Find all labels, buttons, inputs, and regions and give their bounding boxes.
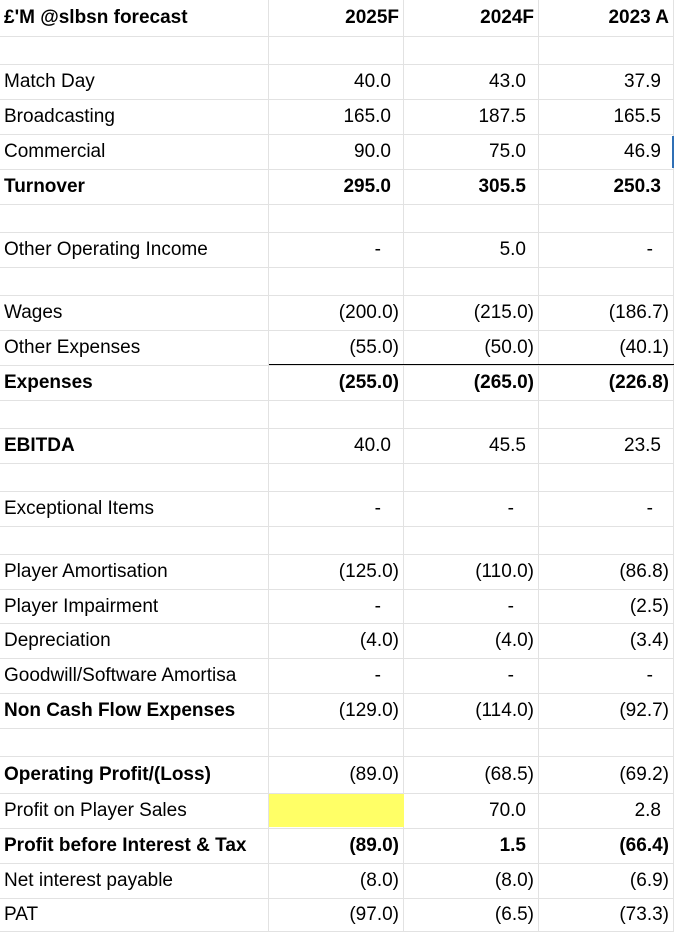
value-cell-2023a[interactable]: 165.5 — [613, 106, 661, 127]
row-label-cell[interactable]: Profit before Interest & Tax — [4, 835, 247, 856]
value-cell-2023a[interactable]: (73.3) — [619, 904, 669, 925]
value-cell-2023a[interactable] — [539, 268, 673, 295]
value-cell-2025f[interactable]: (97.0) — [349, 904, 399, 925]
row-label-cell[interactable]: Net interest payable — [4, 870, 173, 891]
table-row — [0, 624, 674, 659]
row-label-cell[interactable]: Turnover — [4, 176, 85, 197]
value-cell-2024f[interactable]: 5.0 — [499, 239, 526, 260]
row-label-cell[interactable]: Non Cash Flow Expenses — [4, 700, 236, 721]
value-cell-2023a[interactable]: 23.5 — [624, 435, 661, 456]
row-label-cell[interactable]: Commercial — [4, 141, 106, 162]
table-row — [0, 794, 674, 829]
row-label-cell[interactable]: PAT — [4, 904, 39, 925]
value-cell-2025f[interactable]: 165.0 — [343, 106, 391, 127]
value-cell-2025f[interactable] — [270, 37, 403, 64]
value-cell-2024f[interactable]: - — [507, 595, 514, 617]
value-cell-2024f[interactable]: (265.0) — [473, 372, 534, 393]
value-cell-2025f[interactable] — [270, 205, 403, 232]
value-cell-2025f[interactable]: - — [374, 595, 381, 617]
value-cell-2025f[interactable] — [270, 729, 403, 756]
row-label-cell[interactable]: Operating Profit/(Loss) — [4, 764, 211, 785]
row-label-cell[interactable]: Other Operating Income — [4, 239, 208, 260]
value-cell-2025f[interactable]: - — [374, 498, 381, 519]
table-row — [0, 268, 674, 296]
table-row — [0, 899, 674, 932]
table-row — [0, 205, 674, 233]
table-row — [0, 100, 674, 135]
value-cell-2024f[interactable]: 187.5 — [478, 106, 526, 127]
value-cell-2023a[interactable] — [539, 464, 673, 491]
value-cell-2023a[interactable] — [539, 401, 673, 428]
value-cell-2024f[interactable] — [404, 464, 538, 491]
header-year-cell[interactable]: 2023 A — [608, 7, 669, 28]
value-cell-2024f[interactable]: (50.0) — [484, 337, 534, 358]
value-cell-2025f[interactable]: (8.0) — [359, 870, 399, 891]
value-cell-2023a[interactable]: (86.8) — [619, 561, 669, 582]
value-cell-2024f[interactable]: (4.0) — [494, 630, 534, 651]
value-cell-2024f[interactable]: 75.0 — [489, 141, 526, 162]
value-cell-2023a[interactable]: 2.8 — [634, 800, 661, 821]
value-cell-2023a[interactable]: 250.3 — [613, 176, 661, 197]
value-cell-2023a[interactable]: (66.4) — [619, 835, 669, 856]
value-cell-2024f[interactable]: (68.5) — [484, 764, 534, 785]
value-cell-2025f[interactable] — [270, 401, 403, 428]
table-row — [0, 331, 674, 366]
value-cell-2023a[interactable]: (186.7) — [608, 302, 669, 323]
value-cell-2024f[interactable]: - — [507, 498, 514, 519]
value-cell-2025f[interactable]: 90.0 — [354, 141, 391, 162]
value-cell-2024f[interactable]: 305.5 — [478, 176, 526, 197]
row-label-cell[interactable] — [4, 401, 268, 428]
value-cell-2024f[interactable]: 70.0 — [489, 800, 526, 821]
header-row — [0, 0, 674, 37]
row-label-cell[interactable]: Profit on Player Sales — [4, 800, 187, 821]
value-cell-2023a[interactable] — [539, 37, 673, 64]
value-cell-2023a[interactable] — [539, 205, 673, 232]
table-row — [0, 464, 674, 492]
value-cell-2024f[interactable] — [404, 527, 538, 554]
value-cell-2023a[interactable]: - — [646, 239, 653, 260]
table-row — [0, 296, 674, 331]
value-cell-2024f[interactable]: (110.0) — [475, 561, 534, 582]
value-cell-2025f[interactable] — [270, 527, 403, 554]
value-cell-2025f[interactable]: - — [374, 665, 381, 686]
row-label-cell[interactable]: Exceptional Items — [4, 498, 154, 519]
row-label-cell[interactable]: EBITDA — [4, 435, 75, 456]
value-cell-2023a[interactable] — [539, 527, 673, 554]
value-cell-2024f[interactable]: - — [507, 665, 514, 686]
table-row — [0, 233, 674, 268]
table-row — [0, 864, 674, 899]
row-label-cell[interactable] — [4, 729, 268, 756]
row-label-cell[interactable]: Goodwill/Software Amortisa — [4, 665, 237, 686]
value-cell-2025f[interactable]: (129.0) — [338, 700, 399, 721]
row-label-cell[interactable]: Player Impairment — [4, 595, 159, 617]
row-label-cell[interactable]: Other Expenses — [4, 337, 141, 358]
value-cell-2024f[interactable]: 45.5 — [489, 435, 526, 456]
row-label-cell[interactable]: Match Day — [4, 71, 95, 92]
value-cell-2024f[interactable] — [404, 729, 538, 756]
value-cell-2023a[interactable]: (3.4) — [629, 630, 669, 651]
table-row — [0, 65, 674, 100]
value-cell-2023a[interactable]: (2.5) — [629, 595, 669, 617]
value-cell-2023a[interactable]: (226.8) — [608, 372, 669, 393]
value-cell-2025f[interactable]: (89.0) — [349, 764, 399, 785]
table-row — [0, 37, 674, 65]
value-cell-2025f[interactable]: (4.0) — [359, 630, 399, 651]
value-cell-2024f[interactable]: 43.0 — [489, 71, 526, 92]
table-row — [0, 492, 674, 527]
value-cell-2023a[interactable]: - — [646, 498, 653, 519]
value-cell-2024f[interactable]: (114.0) — [475, 700, 534, 721]
value-cell-2025f[interactable]: (125.0) — [338, 561, 399, 582]
value-cell-2024f[interactable] — [404, 268, 538, 295]
value-cell-2023a[interactable]: 37.9 — [624, 71, 661, 92]
row-label-cell[interactable] — [4, 268, 268, 295]
table-row — [0, 829, 674, 864]
row-label-cell[interactable]: Broadcasting — [4, 106, 115, 127]
table-row — [0, 527, 674, 555]
value-cell-2025f[interactable]: (255.0) — [338, 372, 399, 393]
value-cell-2024f[interactable]: (215.0) — [473, 302, 534, 323]
value-cell-2025f[interactable]: 40.0 — [354, 71, 391, 92]
table-row — [0, 429, 674, 464]
header-year-cell[interactable]: 2025F — [345, 7, 399, 28]
row-label-cell[interactable]: Wages — [4, 302, 63, 323]
value-cell-2023a[interactable]: (92.7) — [619, 700, 669, 721]
value-cell-2025f[interactable] — [270, 794, 403, 828]
value-cell-2025f[interactable]: (89.0) — [349, 835, 399, 856]
row-label-cell[interactable] — [4, 464, 268, 491]
value-cell-2024f[interactable] — [404, 205, 538, 232]
value-cell-2023a[interactable]: - — [646, 665, 653, 686]
table-row — [0, 135, 674, 170]
table-row — [0, 729, 674, 757]
table-row — [0, 659, 674, 694]
row-label-cell[interactable]: Player Amortisation — [4, 561, 168, 582]
value-cell-2023a[interactable]: (40.1) — [619, 337, 669, 358]
value-cell-2024f[interactable] — [404, 37, 538, 64]
value-cell-2024f[interactable]: (6.5) — [494, 904, 534, 925]
table-row — [0, 757, 674, 794]
value-cell-2024f[interactable]: (8.0) — [494, 870, 534, 891]
value-cell-2023a[interactable]: (6.9) — [629, 870, 669, 891]
table-row — [0, 694, 674, 729]
value-cell-2025f[interactable]: (55.0) — [349, 337, 399, 358]
value-cell-2025f[interactable]: 40.0 — [354, 435, 391, 456]
value-cell-2025f[interactable]: (200.0) — [338, 302, 399, 323]
value-cell-2024f[interactable] — [404, 401, 538, 428]
row-label-cell[interactable] — [4, 37, 268, 64]
row-label-cell[interactable]: Expenses — [4, 372, 93, 393]
header-label-cell[interactable]: £'M @slbsn forecast — [4, 7, 188, 28]
value-cell-2023a[interactable]: 46.9 — [624, 141, 661, 162]
table-row — [0, 366, 674, 401]
row-label-cell[interactable] — [4, 205, 268, 232]
value-cell-2023a[interactable]: (69.2) — [619, 764, 669, 785]
table-row — [0, 170, 674, 205]
row-label-cell[interactable]: Depreciation — [4, 630, 111, 651]
value-cell-2025f[interactable] — [270, 464, 403, 491]
value-cell-2023a[interactable] — [539, 729, 673, 756]
table-row — [0, 590, 674, 624]
value-cell-2025f[interactable]: - — [374, 239, 381, 260]
value-cell-2025f[interactable] — [270, 268, 403, 295]
value-cell-2025f[interactable]: 295.0 — [343, 176, 391, 197]
header-year-cell[interactable]: 2024F — [480, 7, 534, 28]
value-cell-2024f[interactable]: 1.5 — [499, 835, 526, 856]
table-row — [0, 401, 674, 429]
table-row — [0, 555, 674, 590]
row-label-cell[interactable] — [4, 527, 268, 554]
